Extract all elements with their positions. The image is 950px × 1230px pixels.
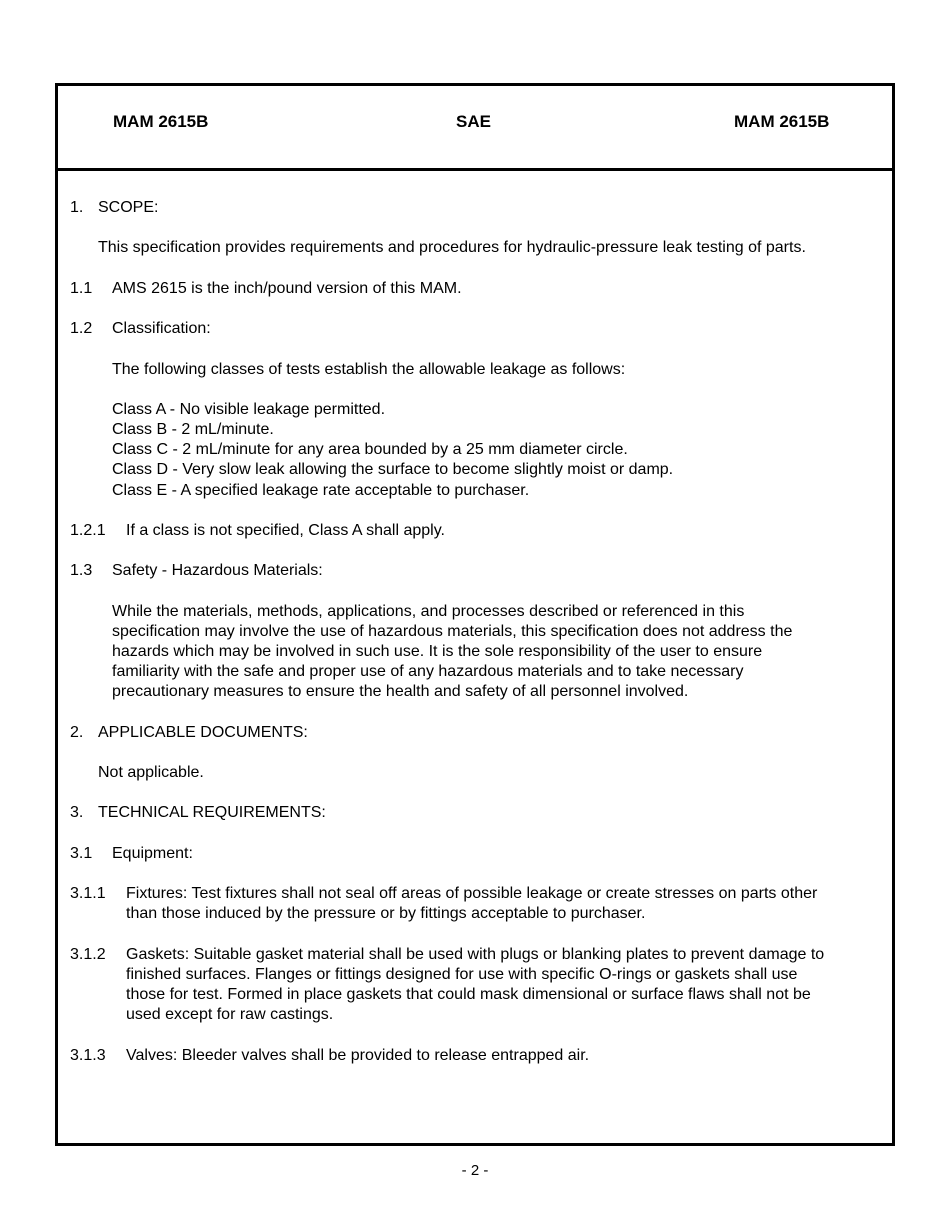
class-item: Class C - 2 mL/minute for any area bounded by a 25 mm diameter circle. xyxy=(112,441,628,458)
paragraph-text: AMS 2615 is the inch/pound version of this MAM. xyxy=(112,280,462,297)
paragraph-text: If a class is not specified, Class A shall apply. xyxy=(126,522,445,539)
class-item: Class B - 2 mL/minute. xyxy=(112,421,274,438)
class-item: Class D - Very slow leak allowing the surface to become slightly moist or damp. xyxy=(112,461,674,478)
document-header xyxy=(58,86,892,171)
section-number: 1.2.1 xyxy=(70,522,106,539)
section-number: 1.3 xyxy=(70,562,93,579)
page-number: - 2 - xyxy=(461,1162,489,1179)
section-number: 3.1.3 xyxy=(70,1047,106,1064)
class-item: Class E - A specified leakage rate acceptable to purchaser. xyxy=(112,482,530,499)
gaskets-paragraph-line: finished surfaces. Flanges or fittings designed for use with specific O-rings or gaskets shall use xyxy=(126,966,798,983)
scope-paragraph: This specification provides requirements and procedures for hydraulic-pressure leak testing of parts. xyxy=(98,239,806,256)
safety-paragraph-line: specification may involve the use of hazardous materials, this specification does not address the xyxy=(112,623,793,640)
section-number: 3.1 xyxy=(70,845,93,862)
section-number: 1.1 xyxy=(70,280,93,297)
paragraph-text: Not applicable. xyxy=(98,764,204,781)
section-number: 2. xyxy=(70,724,84,741)
section-number: 3.1.2 xyxy=(70,946,106,963)
subsection-heading-equipment: Equipment: xyxy=(112,845,193,862)
safety-paragraph-line: precautionary measures to ensure the health and safety of all personnel involved. xyxy=(112,683,689,700)
subsection-heading-safety: Safety - Hazardous Materials: xyxy=(112,562,323,579)
section-number: 3. xyxy=(70,804,84,821)
header-organization: SAE xyxy=(456,112,491,131)
safety-paragraph-line: While the materials, methods, applications, and processes described or referenced in this xyxy=(112,603,745,620)
fixtures-paragraph-line: than those induced by the pressure or by fittings acceptable to purchaser. xyxy=(126,905,646,922)
classification-intro: The following classes of tests establish the allowable leakage as follows: xyxy=(112,361,626,378)
safety-paragraph-line: familiarity with the safe and proper use of any hazardous materials and to take necessary xyxy=(112,663,744,680)
subsection-heading-classification: Classification: xyxy=(112,320,211,337)
paragraph-text: Valves: Bleeder valves shall be provided to release entrapped air. xyxy=(126,1047,590,1064)
section-number: 1. xyxy=(70,199,84,216)
section-number: 1.2 xyxy=(70,320,93,337)
header-doc-id-left: MAM 2615B xyxy=(113,112,209,131)
header-doc-id-right: MAM 2615B xyxy=(734,112,830,131)
section-heading-applicable-documents: APPLICABLE DOCUMENTS: xyxy=(98,724,308,741)
fixtures-paragraph-line: Fixtures: Test fixtures shall not seal off areas of possible leakage or create stresses on parts other xyxy=(126,885,818,902)
gaskets-paragraph-line: Gaskets: Suitable gasket material shall be used with plugs or blanking plates to prevent damage to xyxy=(126,946,825,963)
class-item: Class A - No visible leakage permitted. xyxy=(112,401,386,418)
section-number: 3.1.1 xyxy=(70,885,106,902)
gaskets-paragraph-line: those for test. Formed in place gaskets that could mask dimensional or surface flaws shall not be xyxy=(126,986,811,1003)
section-heading-scope: SCOPE: xyxy=(98,199,159,216)
safety-paragraph-line: hazards which may be involved in such use. It is the sole responsibility of the user to ensure xyxy=(112,643,763,660)
gaskets-paragraph-line: used except for raw castings. xyxy=(126,1006,334,1023)
section-heading-technical-requirements: TECHNICAL REQUIREMENTS: xyxy=(98,804,326,821)
